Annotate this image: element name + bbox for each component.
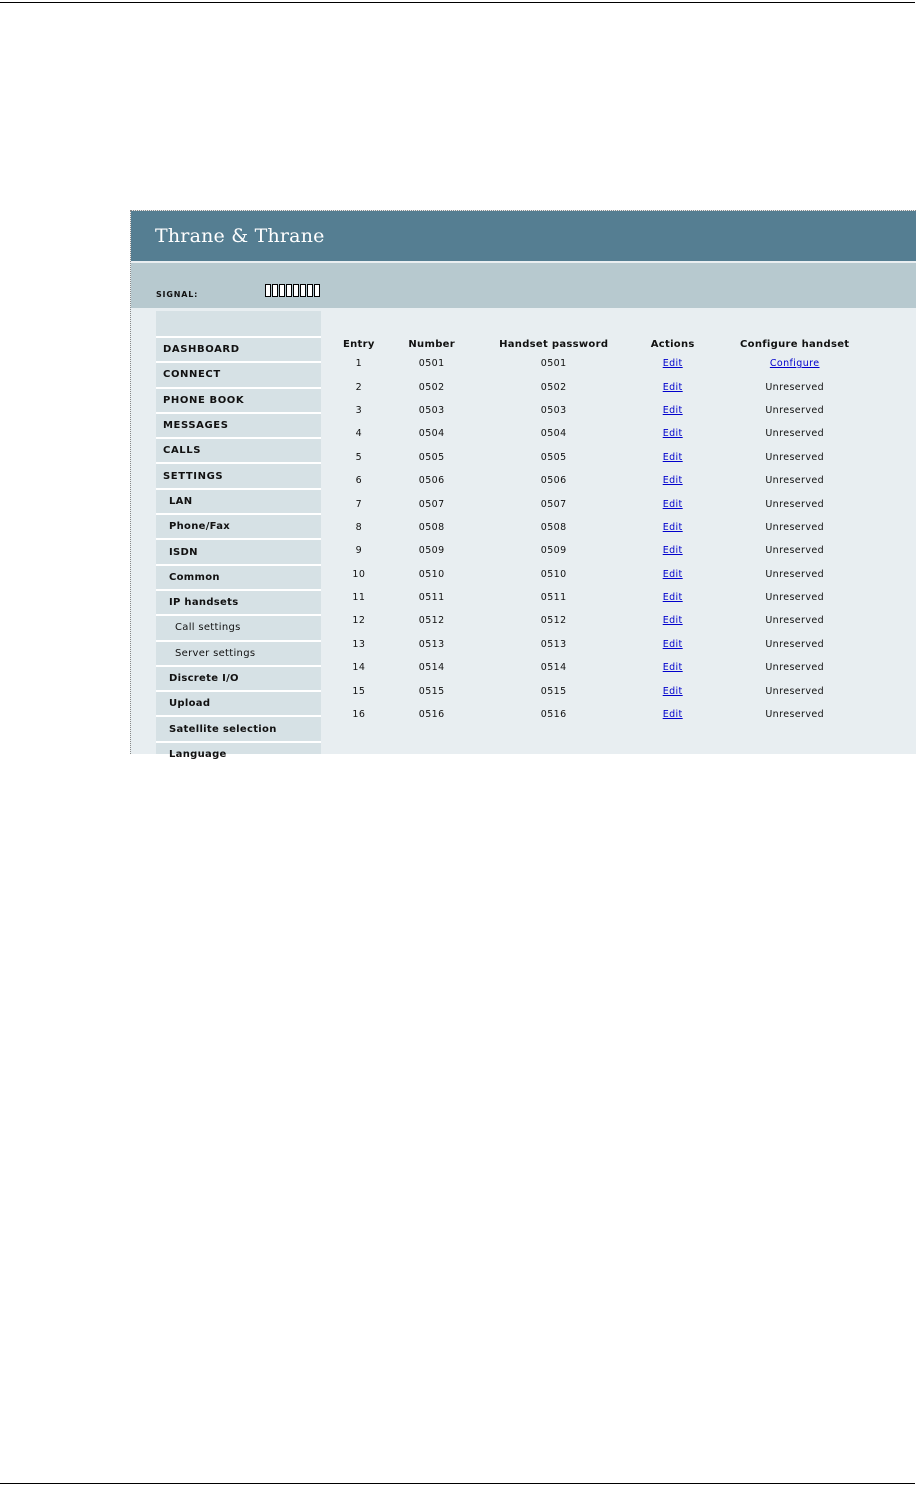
password-cell-text: 0507 <box>540 498 567 510</box>
number-cell-text: 0502 <box>418 381 445 393</box>
sidebar-item-common[interactable]: Common <box>156 566 321 591</box>
edit-link[interactable]: Edit <box>662 358 683 370</box>
signal-block <box>300 284 306 297</box>
actions-cell <box>619 679 727 702</box>
password-cell <box>489 586 619 609</box>
number-cell <box>375 469 489 492</box>
password-cell <box>489 609 619 632</box>
edit-link[interactable]: Edit <box>662 475 683 487</box>
configure-cell-text: Unreserved <box>765 475 825 487</box>
password-cell-text: 0511 <box>540 592 567 604</box>
sidebar-item-discrete-i-o[interactable]: Discrete I/O <box>156 667 321 692</box>
number-cell-text: 0508 <box>418 521 445 533</box>
number-cell-text: 0504 <box>418 428 445 440</box>
password-cell <box>489 539 619 562</box>
number-cell <box>375 492 489 515</box>
configure-link[interactable]: Configure <box>769 358 820 370</box>
edit-link[interactable]: Edit <box>662 498 683 510</box>
password-cell-text: 0503 <box>540 404 567 416</box>
table-row <box>343 703 863 726</box>
configure-cell-text: Unreserved <box>765 592 825 604</box>
entry-cell <box>343 703 375 726</box>
table-row <box>343 375 863 398</box>
column-header-number: Number <box>408 338 455 350</box>
number-cell <box>375 586 489 609</box>
actions-cell <box>619 469 727 492</box>
password-cell <box>489 703 619 726</box>
actions-cell <box>619 656 727 679</box>
actions-cell <box>619 375 727 398</box>
number-cell-text: 0509 <box>418 545 445 557</box>
entry-cell-text: 6 <box>355 475 363 487</box>
entry-cell <box>343 446 375 469</box>
entry-cell <box>343 375 375 398</box>
entry-cell <box>343 492 375 515</box>
table-row <box>343 609 863 632</box>
sidebar-item-dashboard[interactable]: DASHBOARD <box>156 338 321 363</box>
configure-cell <box>727 422 863 445</box>
table-row <box>343 539 863 562</box>
sidebar-item-ip-handsets[interactable]: IP handsets <box>156 591 321 616</box>
signal-block <box>286 284 292 297</box>
signal-label: SIGNAL: <box>156 290 199 299</box>
signal-block <box>307 284 313 297</box>
table-row <box>343 469 863 492</box>
entry-cell <box>343 352 375 375</box>
sidebar-item-calls[interactable]: CALLS <box>156 439 321 464</box>
sidebar-item-upload[interactable]: Upload <box>156 692 321 717</box>
password-cell <box>489 469 619 492</box>
column-header-handset-password: Handset password <box>499 338 609 350</box>
configure-cell <box>727 352 863 375</box>
password-cell-text: 0508 <box>540 521 567 533</box>
entry-cell-text: 15 <box>352 685 366 697</box>
number-cell-text: 0501 <box>418 358 445 370</box>
actions-cell <box>619 516 727 539</box>
configure-cell-text: Unreserved <box>765 662 825 674</box>
entry-cell-text: 3 <box>355 404 363 416</box>
sidebar-spacer <box>156 311 321 338</box>
edit-link[interactable]: Edit <box>662 451 683 463</box>
edit-link[interactable]: Edit <box>662 381 683 393</box>
sidebar-item-language[interactable]: Language <box>156 743 321 768</box>
number-cell <box>375 446 489 469</box>
password-cell <box>489 679 619 702</box>
password-cell-text: 0505 <box>540 451 567 463</box>
password-cell <box>489 399 619 422</box>
password-cell <box>489 446 619 469</box>
configure-cell <box>727 399 863 422</box>
password-cell-text: 0513 <box>540 638 567 650</box>
configure-cell <box>727 516 863 539</box>
signal-block <box>265 284 271 297</box>
number-cell-text: 0515 <box>418 685 445 697</box>
entry-cell-text: 4 <box>355 428 363 440</box>
main-content <box>321 311 916 754</box>
sidebar-item-phone-fax[interactable]: Phone/Fax <box>156 515 321 540</box>
signal-bar <box>131 263 916 308</box>
edit-link[interactable]: Edit <box>662 615 683 627</box>
number-cell <box>375 516 489 539</box>
configure-cell-text: Unreserved <box>765 545 825 557</box>
edit-link[interactable]: Edit <box>662 545 683 557</box>
web-interface-screenshot <box>130 210 916 760</box>
entry-cell <box>343 563 375 586</box>
configure-cell-text: Unreserved <box>765 638 825 650</box>
configure-cell <box>727 539 863 562</box>
brand-logo: Thrane & Thrane <box>155 225 325 247</box>
actions-cell <box>619 399 727 422</box>
configure-cell-text: Unreserved <box>765 568 825 580</box>
signal-block <box>293 284 299 297</box>
page-top-rule <box>0 2 915 3</box>
signal-block <box>314 284 320 297</box>
table-row <box>343 516 863 539</box>
configure-cell-text: Unreserved <box>765 498 825 510</box>
number-cell-text: 0503 <box>418 404 445 416</box>
password-cell-text: 0514 <box>540 662 567 674</box>
entry-cell <box>343 633 375 656</box>
actions-cell <box>619 539 727 562</box>
column-header-configure-handset: Configure handset <box>740 338 850 350</box>
password-cell-text: 0506 <box>540 475 567 487</box>
edit-link[interactable]: Edit <box>662 662 683 674</box>
sidebar-item-satellite-selection[interactable]: Satellite selection <box>156 717 321 742</box>
entry-cell <box>343 609 375 632</box>
edit-link[interactable]: Edit <box>662 685 683 697</box>
entry-cell-text: 7 <box>355 498 363 510</box>
configure-cell-text: Unreserved <box>765 709 825 721</box>
table-row <box>343 422 863 445</box>
number-cell <box>375 679 489 702</box>
number-cell-text: 0505 <box>418 451 445 463</box>
entry-cell-text: 10 <box>352 568 366 580</box>
sidebar-item-connect[interactable]: CONNECT <box>156 363 321 388</box>
configure-cell-text: Unreserved <box>765 381 825 393</box>
table-row <box>343 399 863 422</box>
number-cell-text: 0513 <box>418 638 445 650</box>
password-cell-text: 0515 <box>540 685 567 697</box>
signal-strength-indicator <box>265 284 320 298</box>
actions-cell <box>619 703 727 726</box>
configure-cell <box>727 469 863 492</box>
entry-cell <box>343 516 375 539</box>
edit-link[interactable]: Edit <box>662 521 683 533</box>
sidebar-item-settings[interactable]: SETTINGS <box>156 464 321 489</box>
entry-cell <box>343 539 375 562</box>
configure-cell-text: Unreserved <box>765 615 825 627</box>
number-cell <box>375 539 489 562</box>
number-cell <box>375 399 489 422</box>
entry-cell-text: 1 <box>355 358 363 370</box>
table-row <box>343 446 863 469</box>
actions-cell <box>619 563 727 586</box>
password-cell <box>489 422 619 445</box>
table-body <box>343 352 863 726</box>
configure-cell-text: Unreserved <box>765 521 825 533</box>
actions-cell <box>619 586 727 609</box>
number-cell-text: 0510 <box>418 568 445 580</box>
number-cell <box>375 422 489 445</box>
entry-cell <box>343 422 375 445</box>
number-cell <box>375 352 489 375</box>
configure-cell <box>727 609 863 632</box>
ip-handsets-table <box>343 336 863 726</box>
actions-cell <box>619 352 727 375</box>
actions-cell <box>619 609 727 632</box>
entry-cell-text: 5 <box>355 451 363 463</box>
configure-cell-text: Unreserved <box>765 428 825 440</box>
entry-cell-text: 11 <box>352 592 366 604</box>
actions-cell <box>619 446 727 469</box>
entry-cell <box>343 656 375 679</box>
password-cell-text: 0502 <box>540 381 567 393</box>
table-row <box>343 679 863 702</box>
password-cell-text: 0504 <box>540 428 567 440</box>
entry-cell <box>343 679 375 702</box>
entry-cell <box>343 586 375 609</box>
configure-cell <box>727 492 863 515</box>
configure-cell <box>727 703 863 726</box>
entry-cell <box>343 399 375 422</box>
table-row <box>343 352 863 375</box>
table-row <box>343 586 863 609</box>
column-header-entry: Entry <box>343 338 375 350</box>
entry-cell <box>343 469 375 492</box>
column-header-actions: Actions <box>650 338 695 350</box>
actions-cell <box>619 422 727 445</box>
configure-cell-text: Unreserved <box>765 404 825 416</box>
number-cell <box>375 703 489 726</box>
number-cell-text: 0512 <box>418 615 445 627</box>
table-row <box>343 633 863 656</box>
table-row <box>343 563 863 586</box>
actions-cell <box>619 633 727 656</box>
page-bottom-rule <box>0 1483 915 1484</box>
signal-block <box>272 284 278 297</box>
number-cell <box>375 656 489 679</box>
configure-cell <box>727 633 863 656</box>
sidebar-item-server-settings[interactable]: Server settings <box>156 642 321 667</box>
password-cell-text: 0510 <box>540 568 567 580</box>
entry-cell-text: 2 <box>355 381 363 393</box>
number-cell-text: 0511 <box>418 592 445 604</box>
number-cell <box>375 609 489 632</box>
table-row <box>343 656 863 679</box>
edit-link[interactable]: Edit <box>662 428 683 440</box>
configure-cell <box>727 656 863 679</box>
edit-link[interactable]: Edit <box>662 568 683 580</box>
password-cell <box>489 656 619 679</box>
sidebar-item-call-settings[interactable]: Call settings <box>156 616 321 641</box>
configure-cell <box>727 586 863 609</box>
edit-link[interactable]: Edit <box>662 638 683 650</box>
sidebar-item-isdn[interactable]: ISDN <box>156 540 321 565</box>
entry-cell-text: 12 <box>352 615 366 627</box>
password-cell <box>489 375 619 398</box>
configure-cell <box>727 446 863 469</box>
password-cell-text: 0509 <box>540 545 567 557</box>
number-cell-text: 0516 <box>418 709 445 721</box>
nav-list <box>156 338 321 768</box>
configure-cell <box>727 563 863 586</box>
password-cell-text: 0516 <box>540 709 567 721</box>
table-header-row <box>343 336 863 352</box>
entry-cell-text: 8 <box>355 521 363 533</box>
password-cell-text: 0501 <box>540 358 567 370</box>
number-cell-text: 0507 <box>418 498 445 510</box>
password-cell <box>489 492 619 515</box>
password-cell <box>489 563 619 586</box>
entry-cell-text: 16 <box>352 709 366 721</box>
edit-link[interactable]: Edit <box>662 592 683 604</box>
edit-link[interactable]: Edit <box>662 709 683 721</box>
number-cell <box>375 375 489 398</box>
password-cell-text: 0512 <box>540 615 567 627</box>
header-banner <box>131 211 916 263</box>
number-cell-text: 0506 <box>418 475 445 487</box>
password-cell <box>489 633 619 656</box>
password-cell <box>489 516 619 539</box>
number-cell-text: 0514 <box>418 662 445 674</box>
number-cell <box>375 563 489 586</box>
actions-cell <box>619 492 727 515</box>
signal-block <box>279 284 285 297</box>
number-cell <box>375 633 489 656</box>
sidebar-item-messages[interactable]: MESSAGES <box>156 414 321 439</box>
entry-cell-text: 14 <box>352 662 366 674</box>
entry-cell-text: 9 <box>355 545 363 557</box>
configure-cell-text: Unreserved <box>765 685 825 697</box>
edit-link[interactable]: Edit <box>662 404 683 416</box>
password-cell <box>489 352 619 375</box>
configure-cell-text: Unreserved <box>765 451 825 463</box>
configure-cell <box>727 375 863 398</box>
sidebar-item-phone-book[interactable]: PHONE BOOK <box>156 389 321 414</box>
entry-cell-text: 13 <box>352 638 366 650</box>
sidebar-nav <box>156 311 321 760</box>
configure-cell <box>727 679 863 702</box>
sidebar-item-lan[interactable]: LAN <box>156 490 321 515</box>
table-row <box>343 492 863 515</box>
